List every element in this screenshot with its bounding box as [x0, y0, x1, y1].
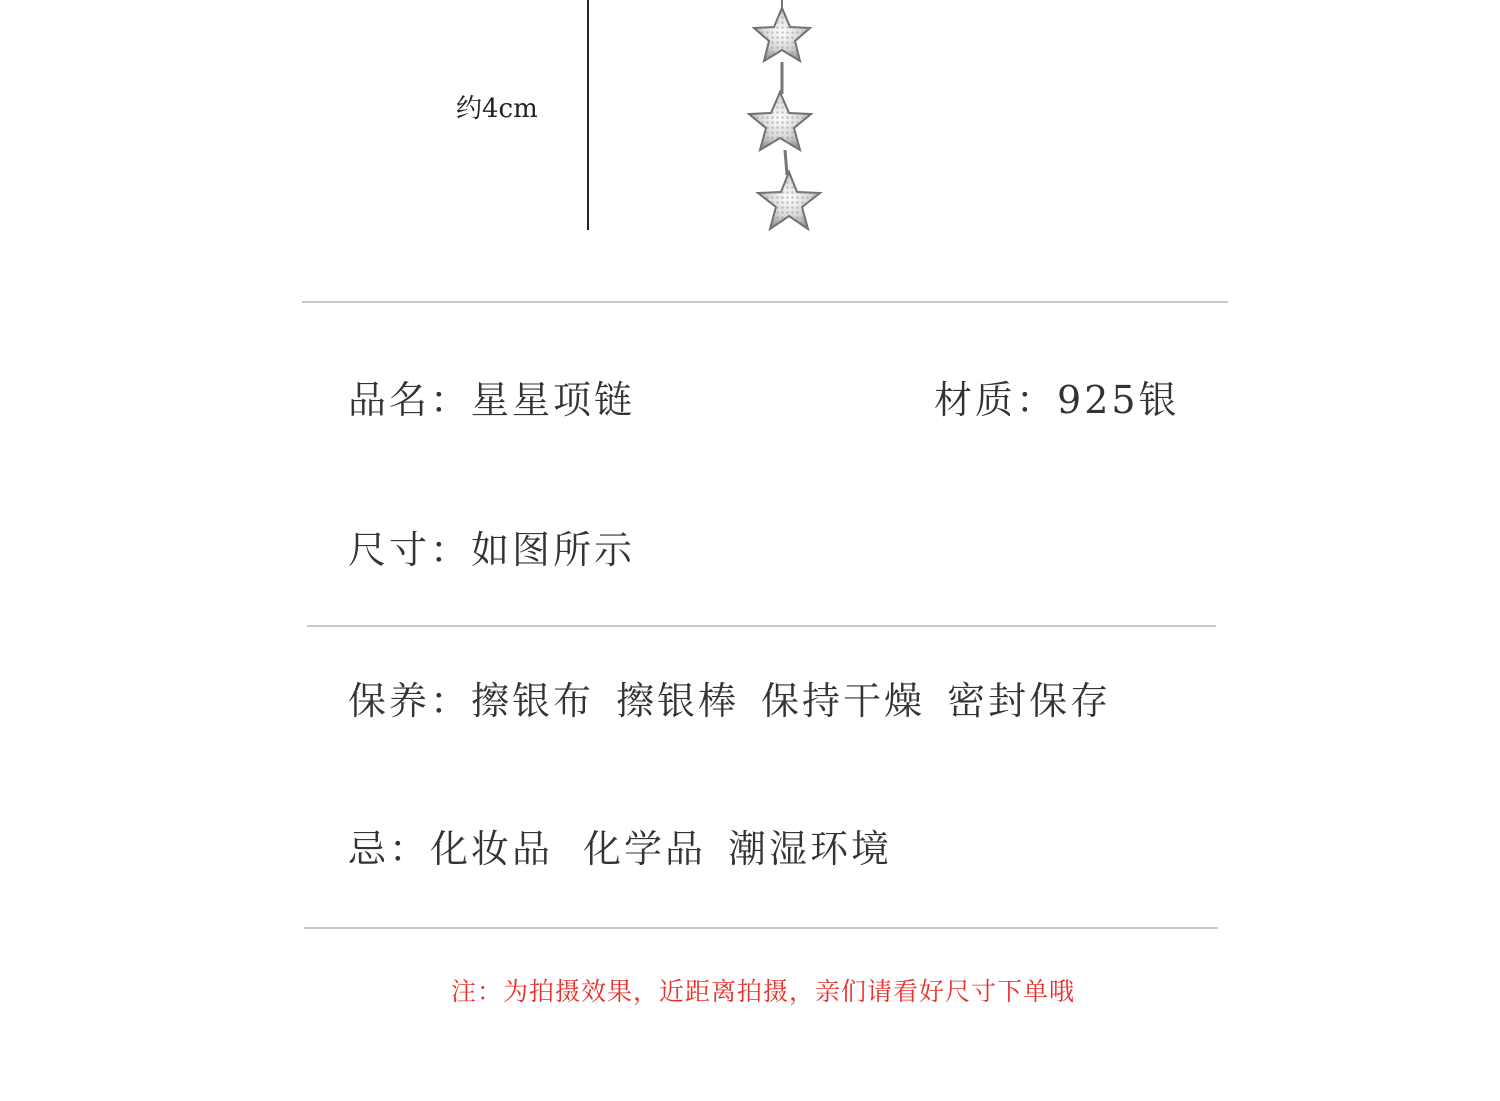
size-indicator-label: 约4cm — [456, 94, 538, 124]
product-name-value: 星星项链 — [471, 378, 636, 422]
care-item: 擦银棒 — [616, 679, 740, 723]
star-pendant-image — [730, 0, 840, 260]
avoid-row — [348, 818, 892, 873]
star-3-icon — [758, 172, 820, 229]
star-1-icon — [754, 8, 810, 61]
care-item: 保持干燥 — [761, 679, 926, 723]
material-label: 材质： — [934, 378, 1058, 422]
care-label: 保养： — [348, 679, 472, 723]
material-value: 925银 — [1057, 378, 1180, 422]
care-item: 擦银布 — [471, 679, 595, 723]
disclaimer-note: 注：为拍摄效果，近距离拍摄，亲们请看好尺寸下单哦 — [450, 977, 1075, 1006]
avoid-item: 化学品 — [583, 827, 707, 871]
avoid-item: 化妆品 — [430, 827, 554, 871]
care-row — [348, 670, 1111, 725]
product-name-label: 品名： — [348, 378, 472, 422]
care-item: 密封保存 — [947, 679, 1112, 723]
divider-top — [302, 301, 1228, 303]
avoid-label: 忌： — [348, 827, 431, 871]
product-name-row — [348, 369, 635, 424]
size-label: 尺寸： — [348, 528, 472, 572]
size-row — [348, 519, 635, 574]
divider-middle — [307, 625, 1216, 627]
material-row — [934, 369, 1180, 424]
avoid-item: 潮湿环境 — [728, 827, 893, 871]
divider-bottom — [304, 927, 1218, 929]
size-value: 如图所示 — [471, 528, 636, 572]
size-indicator-line — [587, 0, 589, 230]
star-2-icon — [749, 92, 811, 150]
